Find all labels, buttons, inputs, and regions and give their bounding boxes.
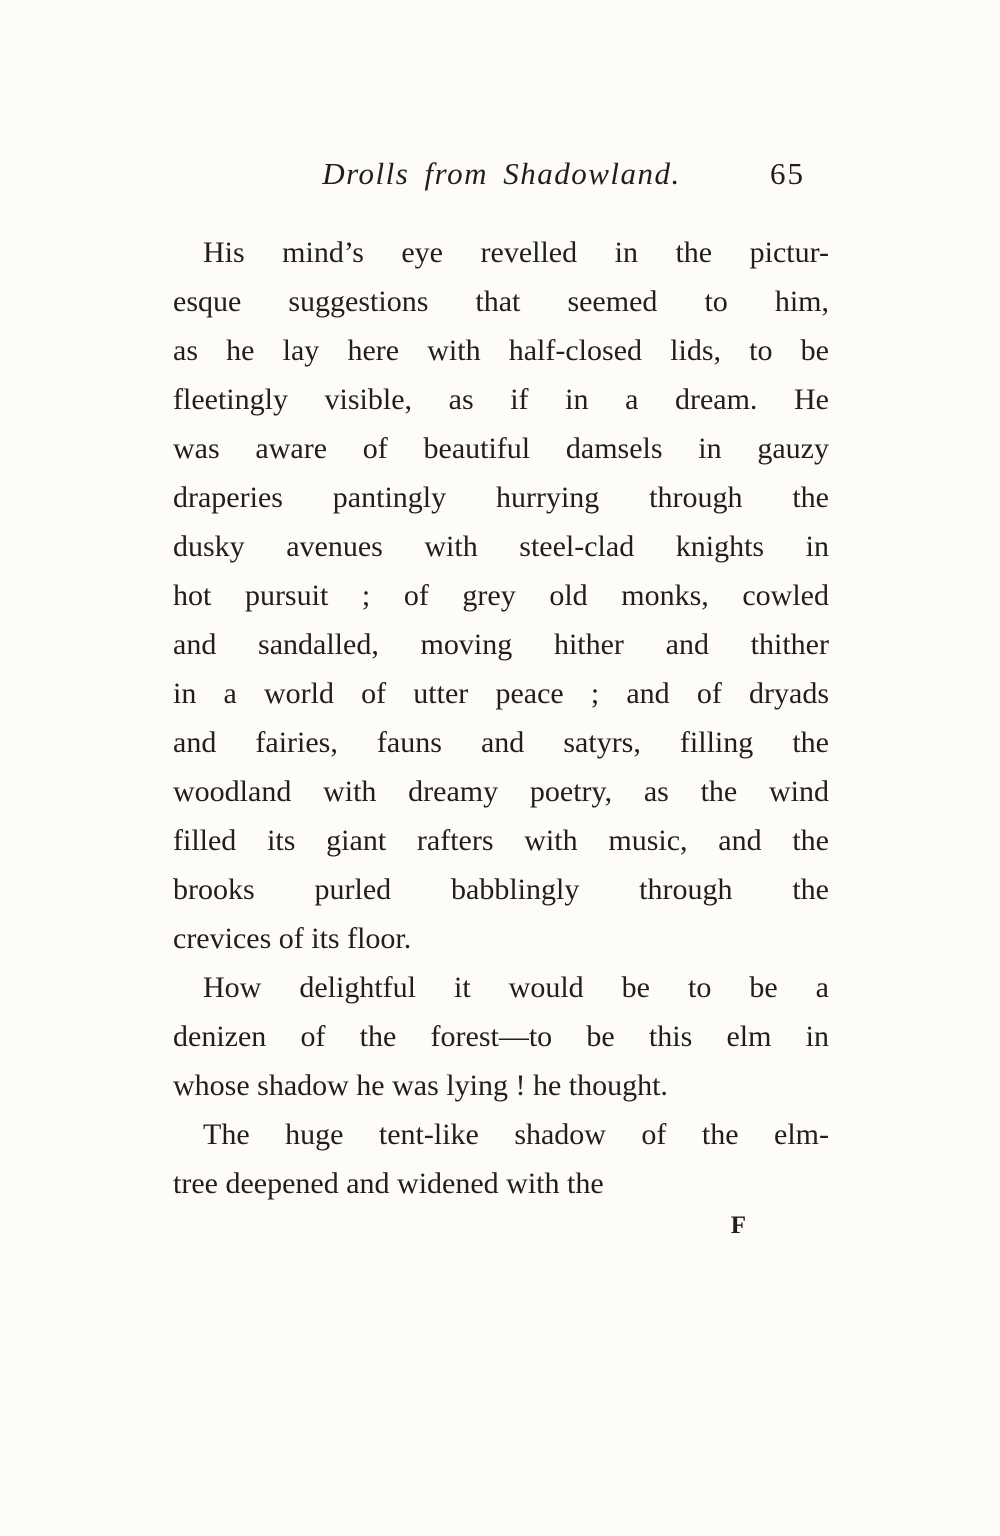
text-line: How delightful it would be to be a	[203, 971, 829, 1004]
text-line: esque suggestions that seemed to him,	[173, 285, 829, 318]
text-line: fleetingly visible, as if in a dream. He	[173, 383, 829, 416]
running-head-title: Drolls from Shadowland.	[322, 156, 681, 191]
text-line: dusky avenues with steel-clad knights in	[173, 530, 829, 563]
text-line: brooks purled babblingly through the	[173, 873, 829, 906]
text-line: in a world of utter peace ; and of dryads	[173, 677, 829, 710]
paragraph	[173, 963, 829, 1110]
text-line: was aware of beautiful damsels in gauzy	[173, 432, 829, 465]
text-line: woodland with dreamy poetry, as the wind	[173, 775, 829, 808]
running-head	[173, 156, 829, 192]
text-line: and fairies, fauns and satyrs, filling the	[173, 726, 829, 759]
paragraph	[173, 228, 829, 963]
text-line: and sandalled, moving hither and thither	[173, 628, 829, 661]
text-line: whose shadow he was lying ! he thought.	[173, 1069, 668, 1102]
text-block	[173, 156, 829, 1240]
printers-signature-mark: F	[730, 1212, 747, 1239]
text-line: crevices of its floor.	[173, 922, 412, 955]
text-line: hot pursuit ; of grey old monks, cowled	[173, 579, 829, 612]
text-line: as he lay here with half-closed lids, to be	[173, 334, 829, 367]
body-text	[173, 228, 829, 1208]
text-line: denizen of the forest—to be this elm in	[173, 1020, 829, 1053]
text-line: The huge tent-like shadow of the elm-	[203, 1118, 829, 1151]
page-number: 65	[770, 156, 805, 191]
text-line: tree deepened and widened with the	[173, 1167, 604, 1200]
paragraph	[173, 1110, 829, 1208]
text-line: filled its giant rafters with music, and the	[173, 824, 829, 857]
text-line: His mind’s eye revelled in the pictur-	[203, 236, 829, 269]
text-line: draperies pantingly hurrying through the	[173, 481, 829, 514]
